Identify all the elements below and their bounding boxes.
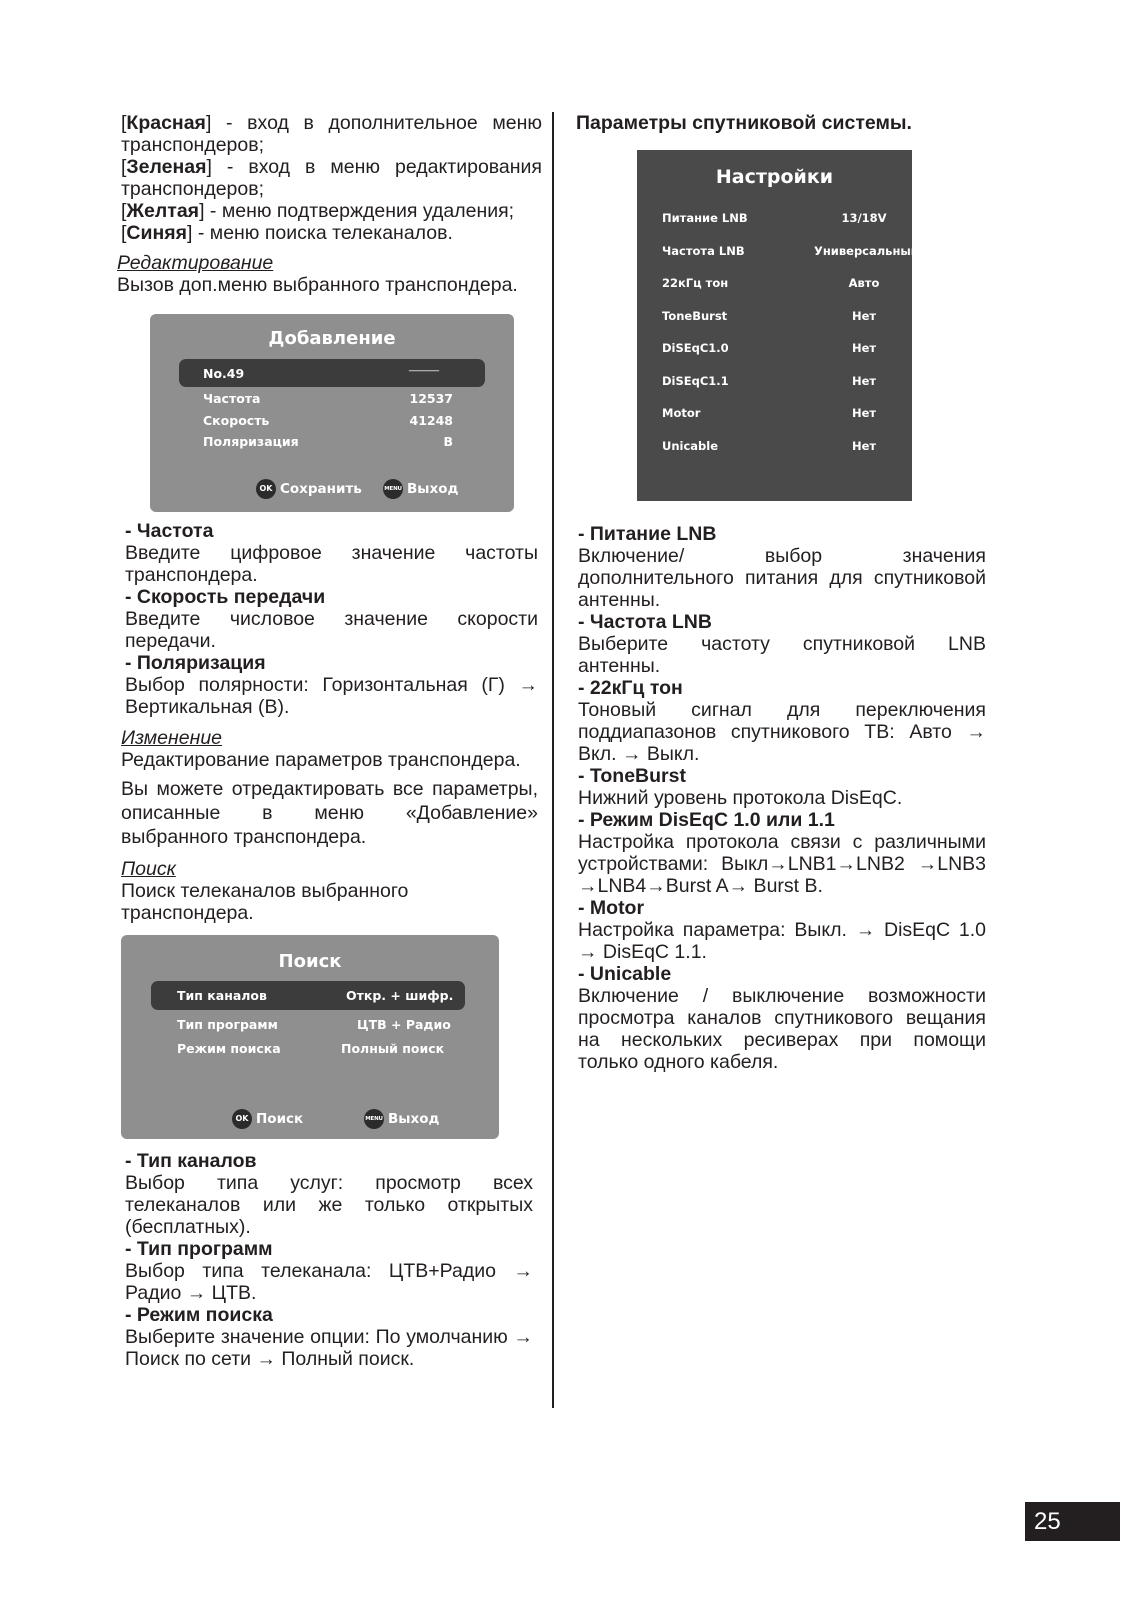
lnb-frequency-heading: - Частота LNB bbox=[578, 611, 712, 633]
program-type-text: Выбор типа телеканала: ЦТВ+Радио → Радио → ЦТВ. bbox=[125, 1260, 533, 1304]
unicable-heading: - Unicable bbox=[578, 963, 672, 985]
settings-row-unicable[interactable]: Unicable Нет bbox=[662, 439, 877, 453]
add-menu-row-frequency[interactable]: Частота 12537 bbox=[203, 391, 453, 406]
settings-row-motor[interactable]: Motor Нет bbox=[662, 406, 877, 420]
settings-menu-title: Настройки bbox=[715, 166, 834, 188]
ok-key-icon: OK bbox=[256, 479, 276, 499]
settings-row-lnb-frequency[interactable]: Частота LNB Универсальный bbox=[662, 244, 919, 258]
search-mode-text: Выберите значение опции: По умолчанию → Поиск по сети → Полный поиск. bbox=[125, 1326, 533, 1370]
ok-key-icon: OK bbox=[232, 1109, 252, 1129]
color-key-yellow: [Желтая] - меню подтверждения удаления; bbox=[121, 200, 515, 222]
add-menu-title: Добавление bbox=[268, 328, 396, 349]
tone-22khz-heading: - 22кГц тон bbox=[578, 677, 683, 699]
add-menu-no-value: ______ bbox=[409, 361, 439, 372]
search-menu-row-search-mode[interactable]: Режим поиска Полный поиск bbox=[177, 1041, 445, 1056]
search-mode-heading: - Режим поиска bbox=[125, 1304, 273, 1326]
search-menu-channel-type-value: Откр. + шифр. bbox=[346, 988, 454, 1003]
settings-row-toneburst[interactable]: ToneBurst Нет bbox=[662, 309, 877, 323]
program-type-heading: - Тип программ bbox=[125, 1238, 273, 1260]
unicable-text: Включение / выключение возможности просмотра каналов спутникового вещания на нескольких ресиверах при помощи только одного кабеля. bbox=[578, 985, 986, 1073]
menu-key-icon: MENU bbox=[383, 479, 403, 499]
motor-text: Настройка параметра: Выкл. → DisEqC 1.0 → DisEqC 1.1. bbox=[578, 919, 986, 963]
change-text: Редактирование параметров транспондера. bbox=[121, 749, 521, 771]
diseqc-mode-text: Настройка протокола связи с различными устройствами: Выкл→LNB1→LNB2 →LNB3 →LNB4→Burst A→ Burst B. bbox=[578, 831, 986, 897]
lnb-power-heading: - Питание LNB bbox=[578, 523, 717, 545]
settings-row-22khz[interactable]: 22кГц тон Авто bbox=[662, 276, 880, 290]
motor-heading: - Motor bbox=[578, 897, 645, 919]
add-menu-exit-button[interactable]: MENU Выход bbox=[384, 481, 459, 497]
search-menu-panel bbox=[121, 935, 499, 1139]
add-menu-save-button[interactable]: OK Сохранить bbox=[256, 479, 362, 499]
add-menu-row-speed[interactable]: Скорость 41248 bbox=[203, 413, 453, 428]
speed-text: Введите числовое значение скорости передачи. bbox=[125, 608, 538, 652]
column-divider bbox=[552, 112, 554, 1408]
color-key-green: [Зеленая] - вход в меню редактирования транспондеров; bbox=[121, 156, 542, 200]
color-key-red: [Красная] - вход в дополнительное меню транспондеров; bbox=[121, 112, 542, 156]
diseqc-mode-heading: - Режим DisEqC 1.0 или 1.1 bbox=[578, 809, 835, 831]
lnb-frequency-text: Выберите частоту спутниковой LNB антенны. bbox=[578, 633, 986, 677]
add-menu-row-polarization[interactable]: Поляризация B bbox=[203, 434, 453, 449]
toneburst-text: Нижний уровень протокола DisEqC. bbox=[578, 787, 903, 809]
right-heading-block bbox=[576, 112, 996, 134]
right-column-items bbox=[578, 523, 986, 1073]
color-key-blue: [Синяя] - меню поиска телеканалов. bbox=[121, 222, 453, 244]
change-subheading: Изменение bbox=[121, 727, 223, 749]
toneburst-heading: - ToneBurst bbox=[578, 765, 686, 787]
add-menu-panel bbox=[150, 314, 514, 512]
edit-subheading: Редактирование bbox=[117, 252, 274, 274]
add-menu-selected-row[interactable] bbox=[179, 359, 485, 387]
lnb-power-text: Включение/ выбор значения дополнительного питания для спутниковой антенны. bbox=[578, 545, 986, 611]
search-menu-row-program-type[interactable]: Тип программ ЦТВ + Радио bbox=[177, 1017, 451, 1032]
change-text-2: Вы можете отредактировать все параметры, описанные в меню «Добавление» выбранного транспондера. bbox=[121, 778, 538, 848]
add-menu-no: No.49 bbox=[203, 366, 245, 381]
left-column-middle bbox=[121, 520, 538, 924]
search-menu-channel-type: Тип каналов bbox=[177, 988, 267, 1003]
satellite-params-heading: Параметры спутниковой системы. bbox=[576, 112, 912, 134]
search-text: Поиск телеканалов выбранного транспондера. bbox=[121, 880, 409, 924]
search-menu-exit-button[interactable]: MENU Выход bbox=[365, 1111, 440, 1127]
channel-type-text: Выбор типа услуг: просмотр всех телеканалов или же только открытых (бесплатных). bbox=[125, 1172, 533, 1238]
polarization-text: Выбор полярности: Горизонтальная (Г) → Вертикальная (В). bbox=[125, 674, 538, 718]
tone-22khz-text: Тоновый сигнал для переключения поддиапазонов спутникового ТВ: Авто → Вкл. → Выкл. bbox=[578, 699, 986, 765]
search-menu-selected-row[interactable] bbox=[151, 981, 465, 1010]
frequency-text: Введите цифровое значение частоты транспондера. bbox=[125, 542, 538, 586]
search-menu-title: Поиск bbox=[278, 951, 342, 972]
channel-type-heading: - Тип каналов bbox=[125, 1150, 257, 1172]
edit-text: Вызов доп.меню выбранного транспондера. bbox=[117, 274, 518, 296]
settings-row-diseqc11[interactable]: DiSEqC1.1 Нет bbox=[662, 374, 877, 388]
polarization-heading: - Поляризация bbox=[125, 652, 266, 674]
speed-heading: - Скорость передачи bbox=[125, 586, 326, 608]
left-column bbox=[117, 112, 542, 296]
settings-row-lnb-power[interactable]: Питание LNB 13/18V bbox=[662, 211, 887, 225]
page-number: 25 bbox=[1025, 1502, 1120, 1541]
left-column-bottom bbox=[125, 1150, 533, 1370]
menu-key-icon: MENU bbox=[364, 1109, 384, 1129]
frequency-heading: - Частота bbox=[125, 520, 214, 542]
settings-menu-panel bbox=[637, 150, 919, 501]
search-subheading: Поиск bbox=[121, 858, 176, 880]
search-menu-search-button[interactable]: OK Поиск bbox=[232, 1109, 303, 1129]
settings-row-diseqc10[interactable]: DiSEqC1.0 Нет bbox=[662, 341, 877, 355]
